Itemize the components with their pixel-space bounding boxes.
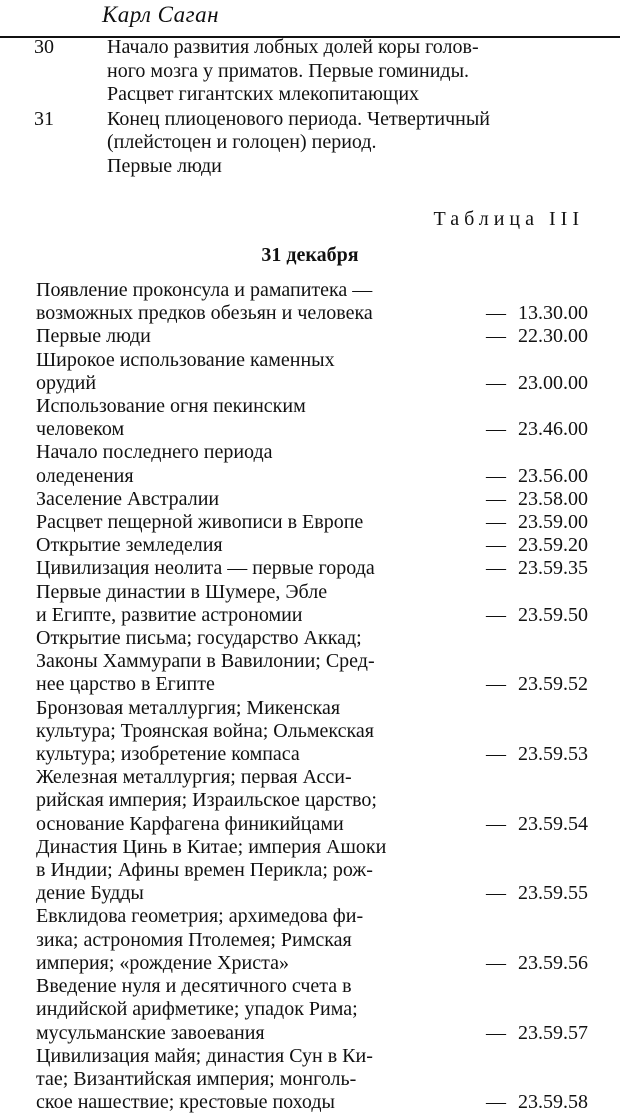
list-item (0, 108, 620, 179)
event-time (468, 325, 588, 348)
event-time (468, 372, 588, 395)
event-time (468, 418, 588, 441)
events-table (36, 279, 588, 1114)
list-item-number: 31 (34, 107, 54, 130)
table-row (36, 905, 588, 975)
event-description: Заселение Австралии (36, 487, 220, 510)
table-row (36, 279, 588, 325)
dash: — (486, 812, 506, 835)
list-item (0, 36, 620, 107)
dash: — (486, 371, 506, 394)
event-description: Появление проконсула и рамапитека — возможных предков обезьян и человека (36, 279, 373, 325)
list-item-text: Конец плиоценового периода. Четвертичный (плейстоцен и голоцен) период. Первые люди (107, 107, 490, 177)
event-time (468, 813, 588, 836)
time-value: 22.30.00 (518, 325, 588, 348)
table-row (36, 325, 588, 348)
dash: — (486, 882, 506, 905)
time-value: 13.30.00 (518, 302, 588, 325)
dash: — (486, 673, 506, 696)
event-description: Первые династии в Шумере, Эбле и Египте, развитие астрономии (36, 580, 328, 626)
table-row (36, 581, 588, 627)
event-description: Евклидова геометрия; архимедова фи- зика; астрономия Птолемея; Римская империя; «рождение Христа» (36, 905, 364, 974)
dash: — (486, 743, 506, 766)
event-description: Использование огня пекинским человеком (36, 395, 306, 441)
event-description: Открытие земледелия (36, 534, 223, 557)
dash: — (486, 1021, 506, 1044)
table-row (36, 836, 588, 906)
dash: — (486, 557, 506, 580)
dash: — (486, 464, 506, 487)
table-row (36, 511, 588, 534)
table-label: Таблица III (433, 208, 584, 230)
time-value: 23.59.20 (518, 534, 588, 557)
table-row (36, 975, 588, 1045)
event-description: Династия Цинь в Китае; империя Ашоки в Индии; Афины времен Перикла; рож- дение Будды (36, 835, 387, 905)
time-value: 23.56.00 (518, 464, 588, 487)
time-value: 23.59.52 (518, 673, 588, 696)
time-value: 23.59.55 (518, 882, 588, 905)
event-time (468, 882, 588, 905)
dash: — (486, 534, 506, 557)
table-row (36, 395, 588, 441)
dash: — (486, 302, 506, 325)
dash: — (486, 603, 506, 626)
table-row (36, 627, 588, 697)
event-time (468, 1091, 588, 1114)
event-time (468, 673, 588, 696)
event-time (468, 604, 588, 627)
event-description: Начало последнего периода оледенения (36, 441, 273, 487)
event-description: Железная металлургия; первая Асси- рийская империя; Израильское царство; основание Карфагена финикийцами (36, 766, 377, 835)
running-title: Карл Саган (102, 2, 220, 27)
time-value: 23.59.35 (518, 557, 588, 580)
event-description: Цивилизация майя; династия Сун в Ки- тае; Византийская империя; монголь- ское нашествие; крестовые походы (36, 1044, 373, 1114)
event-time (468, 557, 588, 580)
time-value: 23.00.00 (518, 371, 588, 394)
time-value: 23.59.58 (518, 1091, 588, 1114)
event-description: Открытие письма; государство Аккад; Законы Хаммурапи в Вавилонии; Сред- нее царство в Египте (36, 627, 375, 696)
event-time (468, 952, 588, 975)
dash: — (486, 951, 506, 974)
time-value: 23.59.57 (518, 1021, 588, 1044)
event-time (468, 488, 588, 511)
time-value: 23.59.00 (518, 511, 588, 534)
event-description: Цивилизация неолита — первые города (36, 557, 375, 580)
event-time (468, 302, 588, 325)
table-row (36, 697, 588, 767)
event-description: Бронзовая металлургия; Микенская культура; Троянская война; Ольмекская культура; изобретение компаса (36, 696, 374, 766)
event-description: Расцвет пещерной живописи в Европе (36, 511, 364, 534)
dash: — (486, 487, 506, 510)
event-time (468, 465, 588, 488)
event-time (468, 511, 588, 534)
dash: — (486, 511, 506, 534)
table-row (36, 557, 588, 580)
table-row (36, 488, 588, 511)
event-time (468, 534, 588, 557)
list-item-number: 30 (34, 36, 54, 58)
time-value: 23.59.53 (518, 743, 588, 766)
time-value: 23.59.50 (518, 603, 588, 626)
table-heading: 31 декабря (261, 244, 359, 266)
time-value: 23.59.56 (518, 951, 588, 974)
list-item-text: Начало развития лобных долей коры голов- ного мозга у приматов. Первые гоминиды. Расцвет гигантских млекопитающих (107, 36, 479, 105)
dash: — (486, 418, 506, 441)
event-description: Первые люди (36, 325, 151, 348)
event-description: Широкое использование каменных орудий (36, 348, 335, 394)
event-time (468, 1022, 588, 1045)
table-row (36, 1045, 588, 1114)
event-time (468, 743, 588, 766)
dash: — (486, 325, 506, 348)
dash: — (486, 1091, 506, 1114)
time-value: 23.58.00 (518, 487, 588, 510)
table-row (36, 534, 588, 557)
table-row (36, 441, 588, 487)
event-description: Введение нуля и десятичного счета в индийской арифметике; упадок Рима; мусульманские завоевания (36, 975, 358, 1044)
time-value: 23.46.00 (518, 418, 588, 441)
time-value: 23.59.54 (518, 812, 588, 835)
continued-list (0, 36, 620, 178)
table-row (36, 349, 588, 395)
table-row (36, 766, 588, 836)
